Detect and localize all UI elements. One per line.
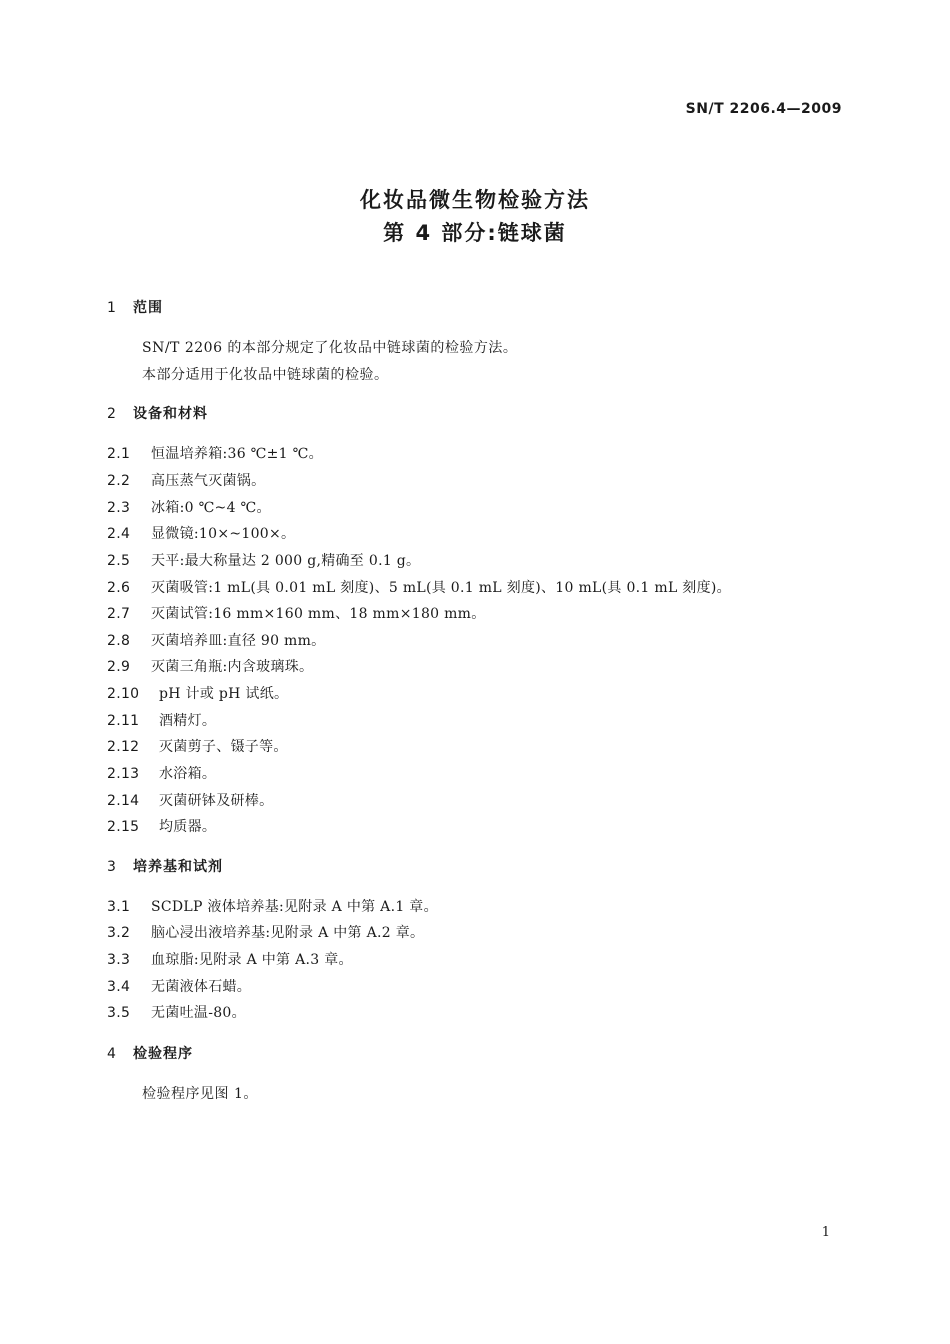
- section-number: 2: [107, 406, 117, 422]
- page-number: 1: [821, 1225, 830, 1240]
- section-heading-3: [107, 856, 223, 876]
- list-item: [107, 896, 438, 916]
- item-text: pH 计或 pH 试纸。: [159, 686, 289, 702]
- section-heading-4: [107, 1043, 193, 1063]
- section-title: 范围: [133, 300, 163, 316]
- item-text: SCDLP 液体培养基:见附录 A 中第 A.1 章。: [151, 899, 438, 915]
- paragraph: 本部分适用于化妆品中链球菌的检验。: [142, 367, 389, 383]
- list-item: [107, 470, 265, 490]
- list-item: [107, 816, 216, 836]
- item-text: 脑心浸出液培养基:见附录 A 中第 A.2 章。: [151, 925, 425, 941]
- item-text: 血琼脂:见附录 A 中第 A.3 章。: [151, 952, 353, 968]
- item-number: 2.9: [107, 659, 131, 675]
- paragraph: 检验程序见图 1。: [142, 1086, 258, 1102]
- item-number: 2.6: [107, 580, 131, 596]
- item-number: 2.1: [107, 446, 131, 462]
- list-item: [107, 523, 295, 543]
- item-number: 2.12: [107, 739, 140, 755]
- section-number: 3: [107, 859, 117, 875]
- item-text: 无菌吐温-80。: [151, 1005, 246, 1021]
- item-text: 恒温培养箱:36 ℃±1 ℃。: [151, 446, 323, 462]
- section-title: 设备和材料: [133, 406, 208, 422]
- item-text: 灭菌试管:16 mm×160 mm、18 mm×180 mm。: [151, 606, 486, 622]
- item-text: 灭菌研钵及研棒。: [159, 793, 274, 809]
- item-text: 灭菌剪子、镊子等。: [159, 739, 288, 755]
- list-item: [107, 630, 325, 650]
- list-item: [107, 603, 486, 623]
- item-text: 显微镜:10×~100×。: [151, 526, 296, 542]
- item-text: 水浴箱。: [159, 766, 217, 782]
- item-text: 酒精灯。: [159, 713, 217, 729]
- item-number: 2.5: [107, 553, 131, 569]
- section-heading-2: [107, 403, 208, 423]
- item-number: 2.8: [107, 633, 131, 649]
- item-number: 2.13: [107, 766, 140, 782]
- item-number: 3.3: [107, 952, 131, 968]
- list-item: [107, 922, 424, 942]
- list-item: [107, 443, 323, 463]
- item-number: 3.4: [107, 979, 131, 995]
- item-number: 2.15: [107, 819, 140, 835]
- item-text: 灭菌吸管:1 mL(具 0.01 mL 刻度)、5 mL(具 0.1 mL 刻度)、10 mL(具 0.1 mL 刻度)。: [151, 580, 731, 596]
- document-subtitle: 第 4 部分:链球菌: [383, 221, 567, 245]
- item-text: 均质器。: [159, 819, 217, 835]
- list-item: [107, 763, 216, 783]
- item-text: 天平:最大称量达 2 000 g,精确至 0.1 g。: [151, 553, 421, 569]
- document-title: 化妆品微生物检验方法: [360, 188, 590, 212]
- section-title: 检验程序: [133, 1046, 193, 1062]
- list-item: [107, 1002, 246, 1022]
- item-number: 2.14: [107, 793, 140, 809]
- section-title: 培养基和试剂: [133, 859, 223, 875]
- list-item: [107, 949, 353, 969]
- item-text: 冰箱:0 ℃~4 ℃。: [151, 500, 271, 516]
- item-number: 2.11: [107, 713, 140, 729]
- item-number: 2.3: [107, 500, 131, 516]
- item-number: 3.5: [107, 1005, 131, 1021]
- item-number: 2.2: [107, 473, 131, 489]
- list-item: [107, 976, 251, 996]
- list-item: [107, 577, 731, 597]
- item-number: 2.4: [107, 526, 131, 542]
- standard-code: SN/T 2206.4—2009: [685, 101, 842, 117]
- item-number: 2.7: [107, 606, 131, 622]
- item-text: 无菌液体石蜡。: [151, 979, 252, 995]
- list-item: [107, 550, 420, 570]
- section-number: 1: [107, 300, 117, 316]
- item-text: 灭菌培养皿:直径 90 mm。: [151, 633, 326, 649]
- list-item: [107, 656, 313, 676]
- list-item: [107, 497, 271, 517]
- item-number: 2.10: [107, 686, 140, 702]
- item-number: 3.2: [107, 925, 131, 941]
- paragraph: SN/T 2206 的本部分规定了化妆品中链球菌的检验方法。: [142, 340, 518, 356]
- list-item: [107, 736, 288, 756]
- item-number: 3.1: [107, 899, 131, 915]
- item-text: 高压蒸气灭菌锅。: [151, 473, 266, 489]
- section-number: 4: [107, 1046, 117, 1062]
- section-heading-1: [107, 297, 163, 317]
- list-item: [107, 710, 216, 730]
- item-text: 灭菌三角瓶:内含玻璃珠。: [151, 659, 314, 675]
- list-item: [107, 790, 273, 810]
- list-item: [107, 683, 288, 703]
